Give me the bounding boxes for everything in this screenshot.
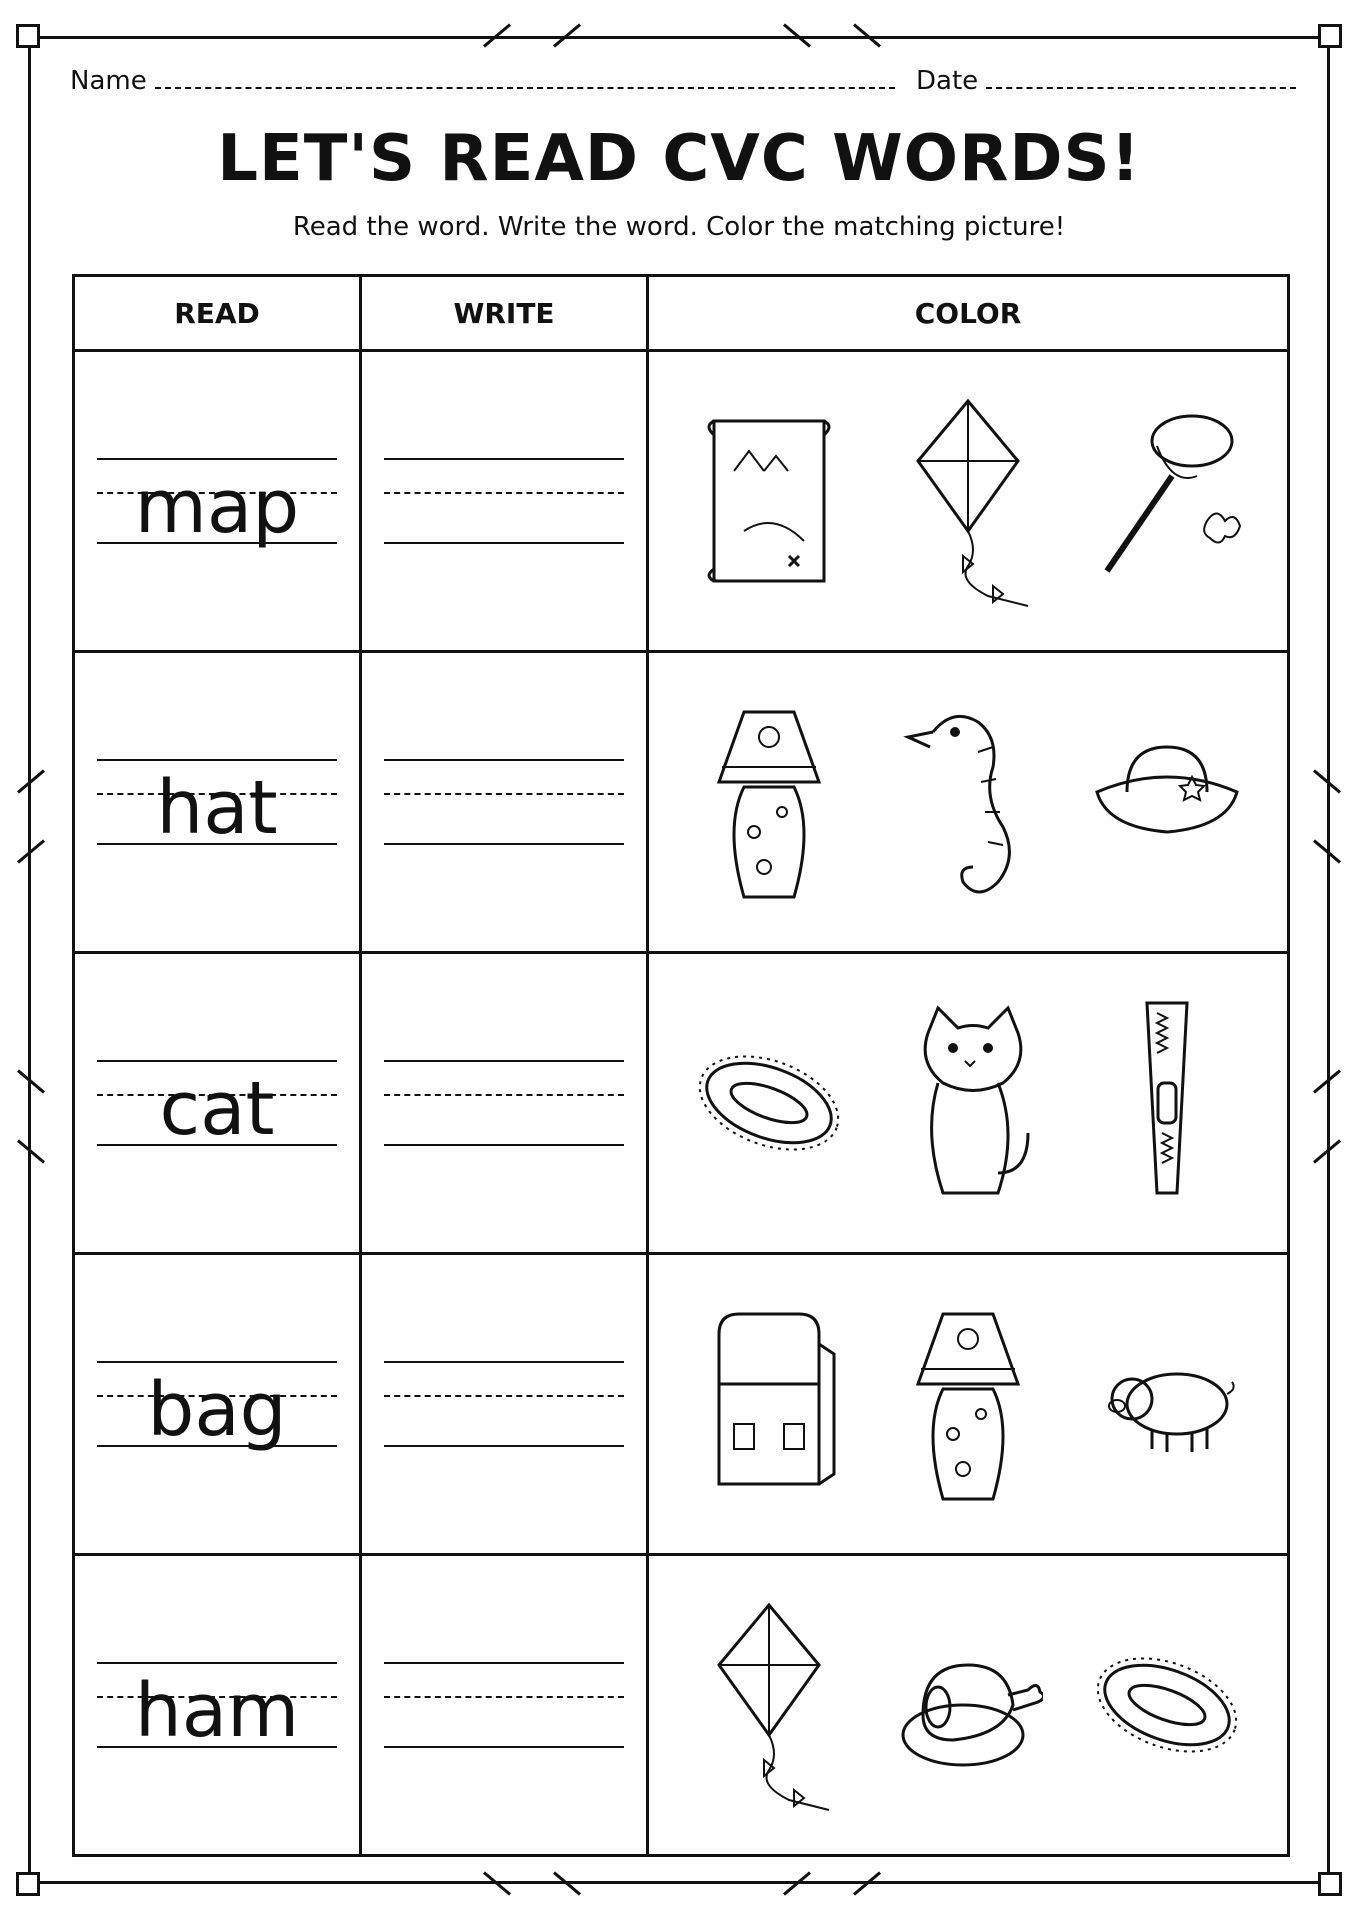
writing-line-base [384, 1144, 624, 1146]
cvc-word: map [134, 464, 300, 550]
date-label: Date [916, 66, 979, 96]
cat-icon[interactable] [893, 993, 1043, 1213]
table-row [74, 953, 1289, 1254]
write-cell[interactable] [361, 652, 648, 953]
writing-line-top [97, 1060, 337, 1062]
name-label: Name [70, 66, 147, 96]
write-lines[interactable] [362, 653, 646, 951]
rug-icon[interactable] [694, 993, 844, 1213]
name-field[interactable] [70, 66, 895, 96]
corner-top-left [16, 24, 40, 48]
picture-choices [649, 352, 1287, 650]
writing-line-top [384, 759, 624, 761]
page-title: LET'S READ CVC WORDS! [217, 122, 1141, 196]
cvc-word: hat [156, 765, 278, 851]
color-cell [648, 351, 1289, 652]
write-lines[interactable] [362, 954, 646, 1252]
color-cell [648, 1254, 1289, 1555]
write-lines[interactable] [362, 352, 646, 650]
read-cell [74, 351, 361, 652]
writing-line-mid [384, 1094, 624, 1096]
read-lines [75, 352, 359, 650]
header-read: READ [74, 276, 361, 351]
worksheet-table [72, 274, 1290, 1857]
writing-line-top [384, 1060, 624, 1062]
writing-line-top [97, 1662, 337, 1664]
cvc-word: bag [147, 1367, 287, 1453]
zipper-icon[interactable] [1092, 993, 1242, 1213]
read-lines [75, 1255, 359, 1553]
date-blank[interactable] [986, 87, 1296, 89]
read-lines [75, 954, 359, 1252]
kite-icon[interactable] [893, 391, 1043, 611]
picture-choices [649, 954, 1287, 1252]
write-cell[interactable] [361, 1555, 648, 1856]
picture-choices [649, 653, 1287, 951]
write-cell[interactable] [361, 1254, 648, 1555]
cvc-word: cat [159, 1066, 275, 1152]
color-cell [648, 953, 1289, 1254]
writing-line-mid [384, 1395, 624, 1397]
read-cell [74, 1254, 361, 1555]
picture-choices [649, 1255, 1287, 1553]
write-lines[interactable] [362, 1556, 646, 1854]
header-write: WRITE [361, 276, 648, 351]
writing-line-top [384, 458, 624, 460]
writing-line-base [384, 542, 624, 544]
corner-top-right [1318, 24, 1342, 48]
writing-line-mid [384, 1696, 624, 1698]
header-color: COLOR [648, 276, 1289, 351]
color-cell [648, 652, 1289, 953]
kite-icon[interactable] [694, 1595, 844, 1815]
lamp-icon[interactable] [694, 692, 844, 912]
picture-choices [649, 1556, 1287, 1854]
instructions: Read the word. Write the word. Color the matching picture! [292, 212, 1066, 242]
corner-bottom-left [16, 1872, 40, 1896]
ham-icon[interactable] [893, 1595, 1043, 1815]
lamp-icon[interactable] [893, 1294, 1043, 1514]
writing-line-top [97, 458, 337, 460]
read-lines [75, 653, 359, 951]
write-cell[interactable] [361, 351, 648, 652]
read-cell [74, 652, 361, 953]
table-row [74, 351, 1289, 652]
cvc-word: ham [134, 1668, 300, 1754]
name-blank[interactable] [155, 87, 895, 89]
table-row [74, 1555, 1289, 1856]
writing-line-base [384, 1746, 624, 1748]
writing-line-base [384, 843, 624, 845]
writing-line-mid [384, 793, 624, 795]
read-cell [74, 1555, 361, 1856]
read-lines [75, 1556, 359, 1854]
writing-line-top [384, 1361, 624, 1363]
net-icon[interactable] [1092, 391, 1242, 611]
table-row [74, 1254, 1289, 1555]
write-cell[interactable] [361, 953, 648, 1254]
rug-icon[interactable] [1092, 1595, 1242, 1815]
pig-icon[interactable] [1092, 1294, 1242, 1514]
corner-bottom-right [1318, 1872, 1342, 1896]
table-row [74, 652, 1289, 953]
writing-line-top [97, 759, 337, 761]
date-field[interactable] [916, 66, 1296, 96]
bag-icon[interactable] [694, 1294, 844, 1514]
write-lines[interactable] [362, 1255, 646, 1553]
writing-line-top [97, 1361, 337, 1363]
color-cell [648, 1555, 1289, 1856]
seahorse-icon[interactable] [893, 692, 1043, 912]
writing-line-mid [384, 492, 624, 494]
writing-line-base [384, 1445, 624, 1447]
map-icon[interactable] [694, 391, 844, 611]
table-header-row [74, 276, 1289, 351]
read-cell [74, 953, 361, 1254]
writing-line-top [384, 1662, 624, 1664]
hat-icon[interactable] [1092, 692, 1242, 912]
